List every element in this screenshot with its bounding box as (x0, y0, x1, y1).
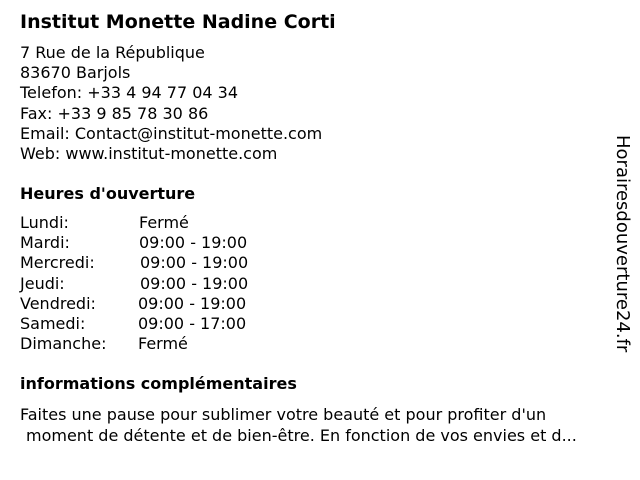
fax-number: Fax: +33 9 85 78 30 86 (20, 103, 209, 123)
hours-day: Mercredi: (20, 253, 95, 273)
phone-number: Telefon: +33 4 94 77 04 34 (20, 83, 239, 103)
hours-time: Fermé (139, 213, 189, 232)
business-description (20, 404, 630, 446)
hours-row-lundi (20, 213, 340, 233)
hours-day: Dimanche: (20, 334, 107, 354)
description-line: Faites une pause pour sublimer votre beauté et pour profiter d'un (20, 405, 547, 424)
hours-time: 09:00 - 19:00 (139, 233, 248, 253)
hours-row-jeudi (20, 274, 340, 294)
hours-day: Samedi: (20, 313, 86, 333)
hours-time: 09:00 - 19:00 (140, 273, 249, 293)
hours-row-samedi (20, 314, 340, 334)
additional-info-heading: informations complémentaires (20, 374, 297, 393)
hours-day: Vendredi: (20, 293, 96, 313)
website: Web: www.institut-monette.com (20, 144, 278, 164)
hours-time: 09:00 - 17:00 (138, 313, 247, 333)
opening-hours-table (20, 213, 340, 354)
hours-row-mardi (20, 233, 340, 253)
description-line: moment de détente et de bien-être. En fonction de vos envies et d... (26, 426, 577, 445)
hours-day: Mardi: (20, 233, 70, 253)
email-address: Email: Contact@institut-monette.com (20, 123, 323, 143)
hours-day: Lundi: (20, 213, 69, 232)
site-watermark: Horairesdouverture24.fr (612, 135, 633, 353)
hours-row-mercredi (20, 253, 340, 273)
hours-day: Jeudi: (20, 273, 65, 293)
hours-row-dimanche (20, 334, 340, 354)
hours-time: Fermé (138, 334, 188, 354)
business-name: Institut Monette Nadine Corti (20, 11, 336, 33)
address-city: 83670 Barjols (20, 63, 131, 83)
hours-row-vendredi (20, 294, 340, 314)
opening-hours-heading: Heures d'ouverture (20, 184, 196, 203)
hours-time: 09:00 - 19:00 (138, 293, 247, 313)
contact-block (20, 43, 322, 164)
hours-time: 09:00 - 19:00 (140, 253, 249, 273)
address-street: 7 Rue de la République (20, 43, 205, 62)
